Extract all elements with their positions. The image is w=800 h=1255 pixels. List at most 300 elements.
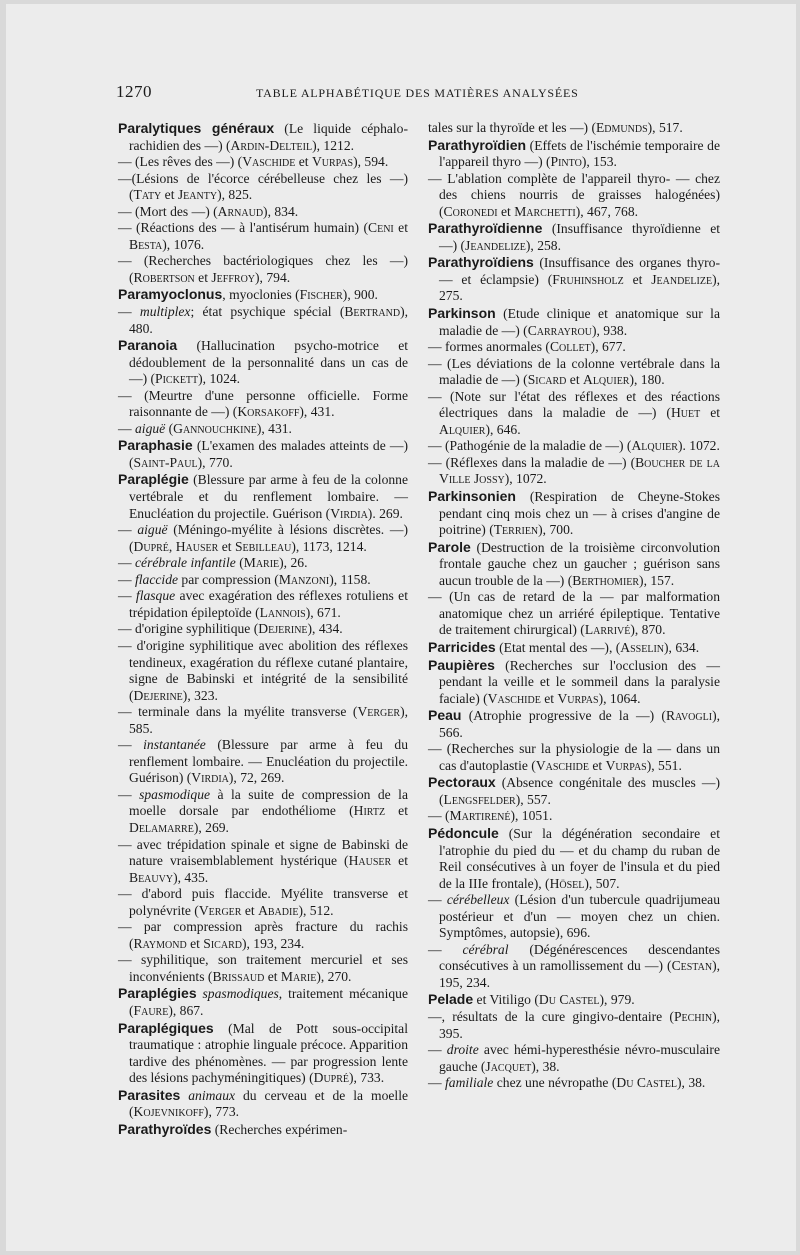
entry-text: et — [218, 538, 235, 554]
entry-text: ), 435. — [173, 869, 209, 885]
author-name: Delamarre — [129, 819, 194, 835]
italic-term: cérébrale infantile — [135, 555, 236, 571]
entry-text: (Sur la dégénération secondaire et l'atrophie du pied du — et du champ du ruban de Reil consécutives à un foyer de l'insula et du pied de la IIIe frontale), ( — [439, 825, 720, 891]
author-name: Du Castel — [538, 992, 600, 1008]
entry-text: ), 646. — [485, 421, 521, 437]
author-name: Virdia — [330, 505, 368, 521]
index-headword: Parathyroïdiens — [428, 254, 534, 271]
index-headword: Parathyroïdienne — [428, 220, 543, 237]
entry-text: — (Note sur l'état des réflexes et des réactions électriques dans la maladie de —) ( — [428, 388, 720, 421]
entry-text: — (Réflexes dans la maladie de —) ( — [428, 454, 636, 470]
author-name: Manzoni — [278, 571, 330, 587]
entry-text: — d'abord puis flaccide. Myélite transverse et polynévrite ( — [118, 886, 408, 918]
author-name: Ceni — [368, 220, 394, 236]
author-name: Jeffroy — [211, 269, 256, 285]
entry-text: ), 1173, 1214. — [291, 538, 367, 554]
entry-text: (Dégénérescences descendantes consécutives à un ramollissement du —) ( — [439, 941, 720, 974]
author-name: Fruhinsholz — [552, 271, 624, 287]
author-name: Jacquet — [485, 1058, 532, 1074]
entry-text: — — [118, 522, 138, 538]
author-name: Verger — [198, 902, 242, 918]
entry-text: ), 700. — [538, 522, 574, 538]
index-headword: Paramyoclonus — [118, 286, 223, 303]
author-name: Huet — [670, 405, 701, 421]
index-headword: Peau — [428, 707, 462, 724]
entry-text: ), 38. — [677, 1075, 706, 1091]
left-index-column — [118, 120, 408, 1138]
entry-text: et — [540, 690, 558, 706]
index-headword: Paralytiques généraux — [118, 120, 275, 136]
author-name: Verger — [357, 704, 401, 720]
author-name: Vurpas — [311, 154, 354, 170]
entry-text: et — [623, 271, 652, 287]
author-name: Raymond — [133, 935, 187, 951]
entry-text: et — [161, 187, 178, 203]
entry-text: ), 323. — [182, 687, 218, 703]
entry-text: ), 770. — [197, 454, 233, 470]
author-name: Vaschide — [535, 757, 589, 773]
author-name: Cestan — [671, 958, 713, 974]
entry-text: ), 794. — [255, 269, 291, 285]
entry-text: (Etude clinique et anatomique sur la maladie de —) ( — [439, 306, 720, 338]
entry-text: ), 153. — [581, 154, 617, 170]
entry-text: — formes anormales ( — [428, 339, 550, 355]
index-entry — [118, 304, 408, 337]
index-headword: Parole — [428, 538, 471, 555]
entry-text: ), 825. — [217, 187, 253, 203]
entry-text: — — [428, 1075, 445, 1091]
entry-text: — (Mort des —) ( — [118, 203, 218, 219]
entry-text: ), 38. — [531, 1058, 560, 1074]
entry-text: ), 180. — [629, 372, 665, 388]
index-entry — [428, 1042, 720, 1075]
entry-text: ), 269. — [193, 819, 229, 835]
index-entry — [118, 886, 408, 919]
author-name: Vaschide — [487, 690, 541, 706]
index-entry — [428, 120, 720, 137]
index-headword: Parkinson — [428, 305, 496, 322]
entry-text: — syphilitique, son traitement mercuriel et ses inconvénients ( — [118, 952, 408, 984]
entry-text: ), 431. — [299, 404, 335, 420]
entry-text: ), 867. — [168, 1002, 204, 1018]
index-entry — [428, 774, 720, 808]
index-entry — [428, 339, 720, 356]
italic-term: animaux — [188, 1087, 236, 1103]
entry-text: ), 566. — [439, 708, 720, 740]
author-name: Taty — [133, 187, 162, 203]
italic-term: multiplex — [139, 304, 191, 320]
entry-text: et — [295, 154, 312, 170]
entry-text: (Atrophie progressive de la —) ( — [461, 708, 666, 724]
entry-text: et Vitiligo ( — [473, 992, 539, 1008]
entry-text: (Insuffisance des organes thyro- — et éclampsie) ( — [439, 255, 720, 287]
entry-text: ), 431. — [256, 420, 292, 436]
author-name: Larrivé — [584, 622, 631, 638]
entry-text: (Absence congénitale des muscles —) ( — [439, 775, 720, 807]
author-name: Jeandelize — [465, 237, 526, 253]
author-name: Alquier — [631, 438, 678, 454]
author-name: Hösel — [549, 875, 585, 891]
author-name: Vurpas — [557, 690, 599, 706]
entry-text: — (Un cas de retard de la — par malformation anatomique chez un arriéré épileptique. Tentative de traitement chirurgical) ( — [428, 589, 720, 638]
author-name: Marchetti — [514, 203, 576, 219]
index-entry — [118, 154, 408, 171]
author-name: Dejerine — [133, 687, 183, 703]
entry-text: — — [118, 420, 135, 436]
index-headword: Parkinsonien — [428, 488, 516, 505]
index-entry — [118, 572, 408, 589]
entry-text: ), 634. — [664, 639, 700, 655]
author-name: Dupré — [133, 538, 169, 554]
italic-term: aiguë — [137, 522, 168, 538]
entry-text: ). 269. — [367, 505, 403, 521]
italic-term: spasmodiques — [202, 986, 279, 1002]
entry-text: ), 1024. — [198, 371, 241, 387]
author-name: Brissaud — [212, 968, 265, 984]
author-name: Alquier — [583, 372, 630, 388]
index-entry — [118, 437, 408, 471]
author-name: Marie — [243, 555, 280, 571]
index-entry — [118, 588, 408, 621]
entry-text: à la suite de compression de la moelle dorsale par endothéliome ( — [129, 786, 408, 819]
author-name: Besta — [129, 236, 163, 252]
entry-text: ), 1064. — [598, 690, 641, 706]
author-name: Robertson — [133, 269, 195, 285]
index-entry — [118, 286, 408, 304]
index-entry — [118, 638, 408, 704]
author-name: Dupré — [313, 1070, 350, 1086]
entry-text: tales sur la thyroïde et les —) ( — [428, 120, 596, 135]
author-name: Du Castel — [616, 1075, 678, 1091]
author-name: Pinto — [550, 154, 582, 170]
entry-text: ( — [165, 420, 174, 436]
author-name: Terrien — [493, 522, 539, 538]
entry-text: ), 671. — [305, 604, 341, 620]
italic-term: aiguë — [135, 420, 166, 436]
entry-text: (Etat mental des —), ( — [495, 639, 621, 655]
entry-text: ), 834. — [263, 203, 299, 219]
author-name: Carrayrou — [527, 322, 592, 338]
index-entry — [118, 787, 408, 837]
index-entry — [428, 220, 720, 254]
index-entry — [428, 707, 720, 741]
entry-text: du cerveau et de la moelle ( — [129, 1087, 408, 1120]
author-name: Ravogli — [665, 708, 713, 724]
page-number: 1270 — [116, 82, 152, 101]
entry-text: ), 517. — [647, 120, 683, 135]
italic-term: spasmodique — [139, 786, 211, 802]
entry-text: (Blessure par arme à feu de la colonne vertébrale et du renflement lombaire. — Enucléation du projectile. Guérison ( — [129, 472, 408, 521]
entry-text: et — [264, 968, 281, 984]
entry-text: — L'ablation complète de l'appareil thyro- — chez des chiens nourris de graisses halogénées) ( — [428, 170, 720, 219]
italic-term: droite — [446, 1042, 479, 1058]
entry-text: ), 258. — [525, 237, 561, 253]
entry-text: ), 195, 234. — [439, 958, 720, 990]
entry-text: ), 938. — [591, 322, 628, 338]
author-name: Boucher de la Ville Jossy — [439, 454, 721, 487]
index-entry — [118, 421, 408, 438]
entry-text: ), 72, 269. — [228, 770, 285, 786]
author-name: Sebilleau — [234, 538, 292, 554]
entry-text: — (Recherches sur la physiologie de la — dans un cas d'autoplastie ( — [428, 741, 720, 773]
index-headword: Paraphasie — [118, 437, 193, 454]
entry-text: — — [118, 786, 140, 802]
author-name: Asselin — [620, 639, 665, 655]
entry-text: ), 26. — [279, 555, 308, 571]
author-name: Virdia — [191, 770, 229, 786]
entry-text: ), 395. — [439, 1008, 720, 1041]
book-page — [6, 4, 796, 1251]
entry-text: (Blessure par arme à feu du renflement lombaire. — Enucléation du projectile. Guérison) ( — [129, 737, 408, 786]
author-name: Sicard — [527, 372, 567, 388]
index-headword: Parathyroïdes — [118, 1120, 212, 1137]
index-entry — [428, 389, 720, 439]
italic-term: familiale — [445, 1075, 494, 1091]
author-name: Vaschide — [242, 154, 296, 170]
entry-text: ), 512. — [298, 902, 334, 918]
author-name: Korsakoff — [237, 404, 300, 420]
entry-text: — (Recherches bactériologiques chez les —) ( — [118, 253, 408, 285]
index-entry — [428, 639, 720, 657]
italic-term: flaccide — [135, 571, 179, 587]
index-entry — [118, 837, 408, 887]
entry-text: par compression ( — [178, 571, 279, 587]
entry-text: ( — [235, 555, 244, 571]
index-headword: Paraplégiques — [118, 1019, 214, 1036]
entry-text: et — [391, 853, 408, 869]
author-name: Berthomier — [572, 572, 640, 588]
author-name: Arnaud — [217, 203, 264, 219]
entry-text: (L'examen des malades atteints de —) ( — [129, 438, 408, 470]
entry-text: — — [428, 941, 463, 957]
entry-text: et — [497, 203, 515, 219]
author-name: Alquier — [439, 421, 486, 437]
author-name: Lannois — [259, 604, 306, 620]
index-entry — [428, 808, 720, 825]
italic-term: instantanée — [143, 737, 206, 753]
author-name: Vurpas — [605, 757, 647, 773]
entry-text: , — [168, 538, 176, 554]
entry-text: — — [428, 1042, 447, 1058]
entry-text: ), 979. — [599, 992, 635, 1008]
author-name: Marie — [280, 968, 317, 984]
entry-text: ), 270. — [316, 968, 352, 984]
index-entry — [118, 337, 408, 388]
author-name: Hirtz — [353, 803, 386, 819]
entry-text: ), 157. — [639, 572, 675, 588]
entry-text: —(Lésions de l'écorce cérébelleuse chez les —) ( — [118, 170, 408, 203]
index-headword: Parasites — [118, 1086, 181, 1103]
entry-text: , traitement mécanique ( — [129, 986, 408, 1018]
index-entry — [428, 741, 720, 774]
index-entry — [428, 539, 720, 590]
entry-text: ), 193, 234. — [241, 935, 305, 951]
entry-text: (Le liquide céphalo-rachidien des —) ( — [129, 121, 409, 153]
entry-text: ), 773. — [203, 1104, 240, 1120]
entry-text: — d'origine syphilitique avec abolition des réflexes tendineux, exagération du réflexe cutané plantaire, signe de Babinski et intégrité de la sensibilité ( — [118, 637, 408, 703]
index-entry — [118, 522, 408, 555]
index-entry — [428, 657, 720, 708]
author-name: Lengsfelder — [443, 791, 516, 807]
entry-text: (Recherches sur l'occlusion des — pendant la veille et le sommeil dans la paralysie faciale) ( — [439, 657, 720, 706]
entry-text: ), 900. — [342, 287, 378, 303]
author-name: Jeanty — [177, 187, 218, 203]
entry-text: ). 1072. — [677, 438, 720, 454]
index-entry — [428, 991, 720, 1009]
index-headword: Paraplégies — [118, 985, 197, 1002]
index-entry — [428, 488, 720, 539]
entry-text: ), 677. — [590, 339, 626, 355]
entry-text: — — [118, 588, 136, 604]
entry-text: et — [186, 935, 204, 951]
entry-text: ; état psychique spécial ( — [190, 304, 345, 320]
index-entry — [428, 356, 720, 389]
author-name: Ardin-Delteil — [230, 137, 313, 153]
author-name: Kojevnikoff — [133, 1104, 204, 1120]
entry-text: ), 1076. — [162, 236, 205, 252]
index-entry — [118, 220, 408, 253]
entry-text: ), 507. — [584, 875, 620, 891]
index-headword: Paranoia — [118, 337, 178, 354]
index-entry — [118, 621, 408, 638]
italic-term: flasque — [135, 588, 176, 604]
author-name: Gannouchkine — [173, 420, 257, 436]
entry-text: — (Pathogénie de la maladie de —) ( — [428, 438, 632, 454]
entry-text: ), 275. — [439, 271, 720, 304]
running-title: TABLE ALPHABÉTIQUE DES MATIÈRES ANALYSÉES — [256, 86, 579, 100]
right-index-column — [428, 120, 720, 1092]
author-name: Fischer — [299, 287, 343, 303]
index-entry — [118, 204, 408, 221]
author-name: Beauvy — [129, 869, 174, 885]
entry-text: (Insuffisance thyroïdienne et —) ( — [439, 221, 720, 253]
index-headword: Pédoncule — [428, 824, 499, 841]
index-entry — [118, 1121, 408, 1139]
italic-term: cérébral — [462, 941, 509, 957]
entry-text: (Lésion d'un tubercule quadrijumeau postérieur et d'un — moyen chez un chien. Symptômes, autopsie), 696. — [439, 892, 720, 941]
index-entry — [428, 305, 720, 339]
entry-text: — (Réactions des — à l'antisérum humain) ( — [118, 220, 369, 236]
index-headword: Parathyroïdien — [428, 136, 527, 153]
entry-text: avec hémi-hyperesthésie névro-musculaire gauche ( — [439, 1042, 720, 1074]
entry-text: (Destruction de la troisième circonvolution frontale gauche chez un gaucher ; guérison sans aucun trouble de la —) ( — [439, 539, 720, 588]
entry-text: (Effets de l'ischémie temporaire de l'appareil thyro —) ( — [439, 137, 720, 170]
index-entry — [118, 919, 408, 952]
index-headword: Pectoraux — [428, 774, 496, 791]
author-name: Pickett — [155, 371, 199, 387]
author-name: Abadie — [258, 902, 299, 918]
author-name: Bertrand — [344, 304, 401, 320]
entry-text: et — [588, 757, 606, 773]
entry-text: — (Meurtre d'une personne officielle. Forme raisonnante de —) ( — [118, 387, 408, 420]
index-headword: Pelade — [428, 991, 474, 1008]
entry-text: (Méningo-myélite à lésions discrètes. —) ( — [129, 522, 408, 554]
entry-text: ), 480. — [129, 304, 408, 336]
author-name: Sicard — [203, 935, 242, 951]
index-headword: Paupières — [428, 656, 495, 673]
index-entry — [118, 985, 408, 1019]
entry-text: et — [700, 405, 721, 421]
author-name: Dejerine — [258, 621, 308, 637]
index-entry — [428, 589, 720, 639]
entry-text: — — [118, 571, 135, 587]
entry-text: ), 1158. — [329, 571, 371, 587]
index-entry — [118, 120, 408, 154]
entry-text: ), 585. — [129, 704, 408, 736]
entry-text: ), 1051. — [510, 808, 553, 824]
entry-text: ), 733. — [349, 1070, 385, 1086]
index-entry — [118, 737, 408, 787]
entry-text: — d'origine syphilitique ( — [118, 621, 259, 637]
index-entry — [428, 171, 720, 221]
author-name: Saint-Paul — [133, 454, 198, 470]
index-headword: Paraplégie — [118, 471, 189, 488]
author-name: Collet — [549, 339, 591, 355]
entry-text: (Hallucination psycho-motrice et dédoublement de la personnalité dans un cas de —) ( — [129, 338, 408, 387]
author-name: Martirené — [449, 808, 511, 824]
index-entry — [118, 1020, 408, 1087]
index-entry — [428, 137, 720, 171]
author-name: Faure — [133, 1002, 169, 1018]
index-entry — [118, 1087, 408, 1121]
index-entry — [428, 254, 720, 305]
entry-text: ), 434. — [307, 621, 343, 637]
index-entry — [118, 253, 408, 286]
entry-text: ), 557. — [515, 791, 551, 807]
entry-text: — — [428, 892, 447, 908]
entry-text: ), 594. — [353, 154, 389, 170]
entry-text: (Recherches expérimen- — [211, 1121, 348, 1137]
entry-text: , myoclonies ( — [222, 287, 300, 303]
author-name: Pechin — [673, 1008, 713, 1024]
entry-text: et — [393, 220, 408, 236]
author-name: Jeandelize — [651, 271, 713, 287]
page-header — [116, 82, 726, 106]
entry-text: ), 1212. — [312, 137, 355, 153]
entry-text: — (Les déviations de la colonne vertébrale dans la maladie de —) ( — [428, 355, 720, 388]
italic-term: cérébelleux — [446, 892, 510, 908]
entry-text: — — [118, 555, 135, 571]
author-name: Hauser — [175, 538, 219, 554]
entry-text: ), 1072. — [504, 471, 547, 487]
entry-text: et — [385, 803, 408, 819]
index-entry — [118, 952, 408, 985]
entry-text: — avec trépidation spinale et signe de Babinski de nature vraisemblablement hystérique ( — [118, 836, 408, 869]
entry-text: ), 467, 768. — [575, 203, 639, 219]
index-entry — [428, 942, 720, 992]
entry-text: — terminale dans la myélite transverse ( — [118, 704, 358, 720]
entry-text: (Respiration de Cheyne-Stokes pendant cinq mois chez un — à crises d'angine de poitrine) ( — [439, 489, 720, 538]
index-entry — [428, 438, 720, 455]
index-entry — [118, 388, 408, 421]
author-name: Coronedi — [443, 203, 498, 219]
index-entry — [118, 471, 408, 522]
index-entry — [118, 704, 408, 737]
entry-text: et — [566, 372, 583, 388]
entry-text: et — [194, 269, 212, 285]
entry-text: — — [118, 304, 140, 320]
entry-text: et — [241, 902, 259, 918]
entry-text: (Mal de Pott sous-occipital traumatique : atrophie linguale précoce. Apparition tardive des phénomènes. — par progression lente des lésions pachyméningitiques) ( — [129, 1020, 408, 1086]
entry-text: — par compression après fracture du rachis ( — [118, 919, 408, 951]
entry-text: — ( — [428, 808, 450, 824]
index-entry — [428, 825, 720, 892]
entry-text: chez une névropathe ( — [493, 1075, 617, 1091]
index-entry — [428, 1009, 720, 1042]
author-name: Edmunds — [595, 120, 648, 135]
author-name: Hauser — [348, 853, 392, 869]
entry-text: — (Les rêves des —) ( — [118, 154, 243, 170]
